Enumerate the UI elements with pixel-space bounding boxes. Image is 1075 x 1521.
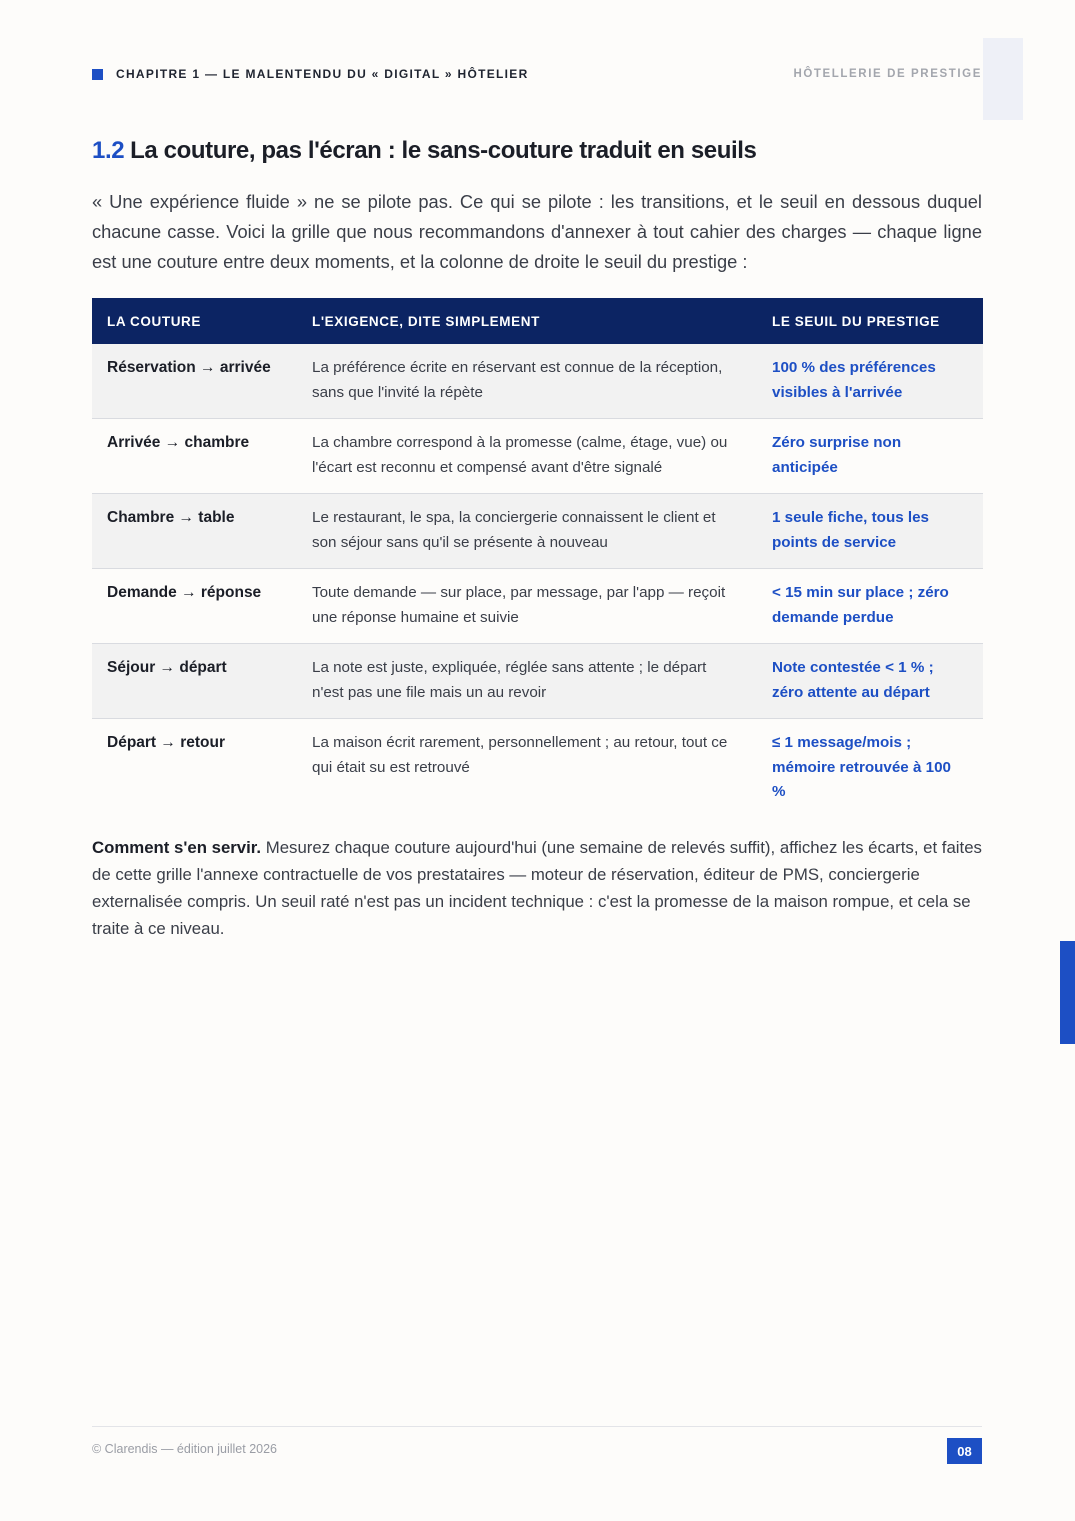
table-header-row bbox=[92, 298, 983, 344]
chapter-side-tab bbox=[1060, 941, 1075, 1044]
requirement-cell: Le restaurant, le spa, la conciergerie connaissent le client et son séjour sans qu'il se présente à nouveau bbox=[297, 494, 757, 569]
section-title bbox=[92, 137, 756, 165]
chapter-number-decoration bbox=[983, 38, 1023, 120]
page-header bbox=[92, 66, 982, 82]
threshold-cell: Note contestée < 1 % ; zéro attente au départ bbox=[757, 644, 983, 719]
seam-cell: Demande → réponse bbox=[92, 569, 297, 644]
publication-label: HÔTELLERIE DE PRESTIGE bbox=[793, 68, 982, 80]
seam-cell: Chambre → table bbox=[92, 494, 297, 569]
threshold-cell: Zéro surprise non anticipée bbox=[757, 419, 983, 494]
threshold-cell: < 15 min sur place ; zéro demande perdue bbox=[757, 569, 983, 644]
seam-threshold-table bbox=[92, 298, 983, 818]
footer-divider bbox=[92, 1426, 982, 1427]
table-row bbox=[92, 344, 983, 419]
seam-cell: Départ → retour bbox=[92, 719, 297, 818]
page-number-badge: 08 bbox=[947, 1438, 982, 1464]
table-row bbox=[92, 419, 983, 494]
table-row bbox=[92, 494, 983, 569]
requirement-cell: La préférence écrite en réservant est connue de la réception, sans que l'invité la répète bbox=[297, 344, 757, 419]
footer-copyright: © Clarendis — édition juillet 2026 bbox=[92, 1442, 278, 1456]
column-header-threshold: LE SEUIL DU PRESTIGE bbox=[757, 298, 983, 344]
table-row bbox=[92, 569, 983, 644]
chapter-marker-square bbox=[92, 69, 103, 80]
intro-paragraph: « Une expérience fluide » ne se pilote pas. Ce qui se pilote : les transitions, et le seuil en dessous duquel chacune casse. Voici la grille que nous recommandons d'annexer à tout cahier des charges — chaque ligne est une couture entre deux moments, et la colonne de droite le seuil du prestige : bbox=[92, 191, 982, 272]
requirement-cell: La maison écrit rarement, personnellement ; au retour, tout ce qui était su est retrouvé bbox=[297, 719, 757, 818]
threshold-cell: 1 seule fiche, tous les points de service bbox=[757, 494, 983, 569]
requirement-cell: La note est juste, expliquée, réglée sans attente ; le départ n'est pas une file mais un au revoir bbox=[297, 644, 757, 719]
table-row bbox=[92, 719, 983, 818]
requirement-cell: La chambre correspond à la promesse (calme, étage, vue) ou l'écart est reconnu et compensé avant d'être signalé bbox=[297, 419, 757, 494]
section-title-text: La couture, pas l'écran : le sans-couture traduit en seuils bbox=[130, 137, 757, 164]
seam-cell: Arrivée → chambre bbox=[92, 419, 297, 494]
usage-text: Mesurez chaque couture aujourd'hui (une semaine de relevés suffit), affichez les écarts, et faites de cette grille l'annexe contractuelle de vos prestataires — moteur de réservation, éditeur de PMS, conciergerie externalisée compris. Un seuil raté n'est pas un incident technique : c'est la promesse de la maison rompue, et cela se traite à ce niveau. bbox=[92, 838, 982, 938]
column-header-seam: LA COUTURE bbox=[92, 298, 297, 344]
column-header-requirement: L'EXIGENCE, DITE SIMPLEMENT bbox=[297, 298, 757, 344]
requirement-cell: Toute demande — sur place, par message, par l'app — reçoit une réponse humaine et suivie bbox=[297, 569, 757, 644]
seam-cell: Séjour → départ bbox=[92, 644, 297, 719]
seam-cell: Réservation → arrivée bbox=[92, 344, 297, 419]
usage-paragraph bbox=[92, 834, 982, 942]
usage-lead: Comment s'en servir. bbox=[92, 838, 262, 857]
section-number: 1.2 bbox=[92, 137, 125, 164]
threshold-cell: 100 % des préférences visibles à l'arrivée bbox=[757, 344, 983, 419]
header-left bbox=[92, 67, 529, 81]
table-row bbox=[92, 644, 983, 719]
chapter-label: CHAPITRE 1 — LE MALENTENDU DU « DIGITAL » HÔTELIER bbox=[116, 67, 529, 81]
threshold-cell: ≤ 1 message/mois ; mémoire retrouvée à 100 % bbox=[757, 719, 983, 818]
